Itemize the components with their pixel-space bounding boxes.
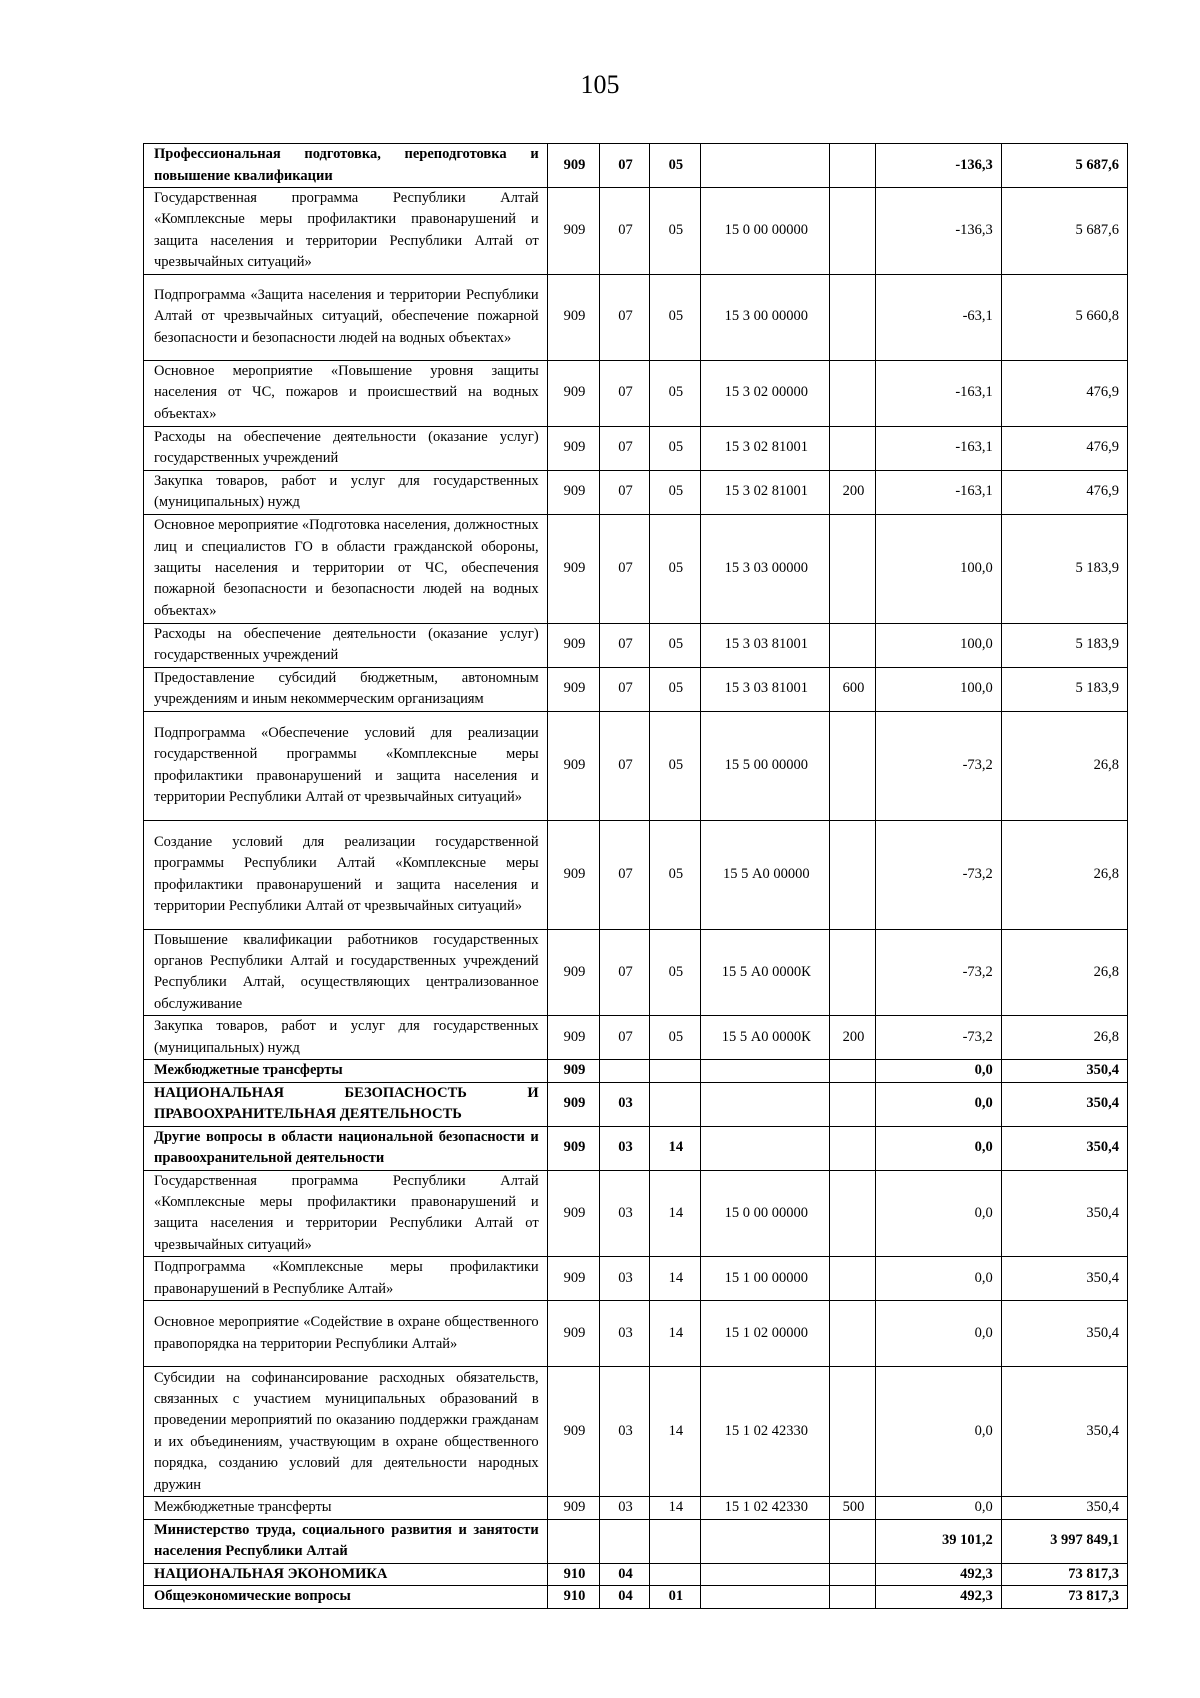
target-article-code: 15 1 00 00000 xyxy=(701,1257,830,1301)
total-amount: 476,9 xyxy=(1001,360,1127,426)
ved-code: 909 xyxy=(547,1257,600,1301)
change-amount: 492,3 xyxy=(875,1563,1001,1585)
ved-code: 909 xyxy=(547,1301,600,1367)
ved-code: 909 xyxy=(547,929,600,1016)
row-name: Государственная программа Республики Алтай «Комплексные меры профилактики правонарушений и защита населения и территории Республики Алтай от чрезвычайных ситуаций» xyxy=(144,188,548,275)
row-name: Министерство труда, социального развития и занятости населения Республики Алтай xyxy=(144,1519,548,1563)
expense-type-code xyxy=(830,1082,875,1126)
ved-code: 909 xyxy=(547,360,600,426)
ved-code: 909 xyxy=(547,1082,600,1126)
target-article-code: 15 3 00 00000 xyxy=(701,274,830,360)
row-name: Предоставление субсидий бюджетным, автономным учреждениям и иным некоммерческим организациям xyxy=(144,667,548,711)
table-row xyxy=(144,1082,1128,1126)
target-article-code: 15 5 А0 00000 xyxy=(701,820,830,929)
section-code: 07 xyxy=(600,470,649,514)
table-row xyxy=(144,144,1128,188)
table-row xyxy=(144,667,1128,711)
ved-code: 909 xyxy=(547,1497,600,1519)
expense-type-code xyxy=(830,711,875,820)
subsection-code: 05 xyxy=(649,426,701,470)
change-amount: 100,0 xyxy=(875,623,1001,667)
change-amount: -73,2 xyxy=(875,820,1001,929)
change-amount: 0,0 xyxy=(875,1301,1001,1367)
expense-type-code xyxy=(830,1586,875,1608)
change-amount: -73,2 xyxy=(875,711,1001,820)
expense-type-code xyxy=(830,188,875,275)
expense-type-code xyxy=(830,623,875,667)
ved-code: 909 xyxy=(547,274,600,360)
table-row xyxy=(144,1519,1128,1563)
target-article-code xyxy=(701,1126,830,1170)
ved-code xyxy=(547,1519,600,1563)
section-code: 07 xyxy=(600,514,649,623)
subsection-code: 05 xyxy=(649,929,701,1016)
target-article-code xyxy=(701,1082,830,1126)
change-amount: -73,2 xyxy=(875,1016,1001,1060)
change-amount: -73,2 xyxy=(875,929,1001,1016)
expense-type-code xyxy=(830,1060,875,1082)
total-amount: 350,4 xyxy=(1001,1497,1127,1519)
total-amount: 3 997 849,1 xyxy=(1001,1519,1127,1563)
row-name: Другие вопросы в области национальной безопасности и правоохранительной деятельности xyxy=(144,1126,548,1170)
change-amount: 100,0 xyxy=(875,667,1001,711)
section-code: 04 xyxy=(600,1563,649,1585)
target-article-code: 15 3 03 81001 xyxy=(701,667,830,711)
section-code xyxy=(600,1060,649,1082)
expense-type-code xyxy=(830,1563,875,1585)
change-amount: -136,3 xyxy=(875,188,1001,275)
ved-code: 909 xyxy=(547,144,600,188)
row-name: Подпрограмма «Обеспечение условий для реализации государственной программы «Комплексные меры профилактики правонарушений и защита населения и территории Республики Алтай от чрезвычайных ситуаций» xyxy=(144,711,548,820)
row-name: НАЦИОНАЛЬНАЯ ЭКОНОМИКА xyxy=(144,1563,548,1585)
subsection-code: 14 xyxy=(649,1257,701,1301)
row-name: Создание условий для реализации государственной программы Республики Алтай «Комплексные меры профилактики правонарушений и защита населения и территории Республики Алтай от чрезвычайных ситуаций» xyxy=(144,820,548,929)
ved-code: 909 xyxy=(547,1060,600,1082)
row-name: Государственная программа Республики Алтай «Комплексные меры профилактики правонарушений и защита населения и территории Республики Алтай от чрезвычайных ситуаций» xyxy=(144,1170,548,1257)
subsection-code: 05 xyxy=(649,360,701,426)
table-row xyxy=(144,1301,1128,1367)
total-amount: 350,4 xyxy=(1001,1257,1127,1301)
table-row xyxy=(144,929,1128,1016)
subsection-code: 05 xyxy=(649,188,701,275)
target-article-code: 15 1 02 42330 xyxy=(701,1497,830,1519)
section-code: 03 xyxy=(600,1497,649,1519)
change-amount: 492,3 xyxy=(875,1586,1001,1608)
subsection-code xyxy=(649,1082,701,1126)
ved-code: 910 xyxy=(547,1586,600,1608)
change-amount: -63,1 xyxy=(875,274,1001,360)
table-row xyxy=(144,188,1128,275)
target-article-code: 15 3 03 81001 xyxy=(701,623,830,667)
total-amount: 350,4 xyxy=(1001,1082,1127,1126)
subsection-code: 05 xyxy=(649,1016,701,1060)
section-code: 07 xyxy=(600,667,649,711)
ved-code: 909 xyxy=(547,426,600,470)
table-row xyxy=(144,1563,1128,1585)
row-name: Повышение квалификации работников государственных органов Республики Алтай и государственных учреждений Республики Алтай, осуществляющих централизованное обслуживание xyxy=(144,929,548,1016)
section-code: 03 xyxy=(600,1170,649,1257)
change-amount: -163,1 xyxy=(875,470,1001,514)
section-code: 07 xyxy=(600,623,649,667)
expense-type-code: 200 xyxy=(830,1016,875,1060)
target-article-code xyxy=(701,1563,830,1585)
target-article-code: 15 3 03 00000 xyxy=(701,514,830,623)
row-name: Подпрограмма «Комплексные меры профилактики правонарушений в Республике Алтай» xyxy=(144,1257,548,1301)
total-amount: 350,4 xyxy=(1001,1170,1127,1257)
change-amount: 0,0 xyxy=(875,1126,1001,1170)
target-article-code: 15 3 02 00000 xyxy=(701,360,830,426)
subsection-code: 05 xyxy=(649,470,701,514)
section-code: 03 xyxy=(600,1257,649,1301)
target-article-code xyxy=(701,1060,830,1082)
target-article-code: 15 5 А0 0000К xyxy=(701,929,830,1016)
row-name: НАЦИОНАЛЬНАЯ БЕЗОПАСНОСТЬ И ПРАВООХРАНИТЕЛЬНАЯ ДЕЯТЕЛЬНОСТЬ xyxy=(144,1082,548,1126)
section-code: 07 xyxy=(600,188,649,275)
row-name: Подпрограмма «Защита населения и территории Республики Алтай от чрезвычайных ситуаций, обеспечение пожарной безопасности и безопасности людей на водных объектах» xyxy=(144,274,548,360)
section-code: 07 xyxy=(600,1016,649,1060)
ved-code: 909 xyxy=(547,820,600,929)
row-name: Основное мероприятие «Подготовка населения, должностных лиц и специалистов ГО в области гражданской обороны, защиты населения и территории от ЧС, обеспечения пожарной безопасности и безопасности людей на водных объектах» xyxy=(144,514,548,623)
change-amount: -163,1 xyxy=(875,360,1001,426)
target-article-code: 15 5 00 00000 xyxy=(701,711,830,820)
ved-code: 909 xyxy=(547,1170,600,1257)
target-article-code: 15 1 02 42330 xyxy=(701,1367,830,1497)
section-code: 03 xyxy=(600,1301,649,1367)
section-code: 04 xyxy=(600,1586,649,1608)
total-amount: 5 687,6 xyxy=(1001,188,1127,275)
total-amount: 5 183,9 xyxy=(1001,514,1127,623)
total-amount: 350,4 xyxy=(1001,1060,1127,1082)
row-name: Основное мероприятие «Повышение уровня защиты населения от ЧС, пожаров и происшествий на водных объектах» xyxy=(144,360,548,426)
subsection-code xyxy=(649,1519,701,1563)
section-code xyxy=(600,1519,649,1563)
change-amount: 0,0 xyxy=(875,1367,1001,1497)
section-code: 07 xyxy=(600,929,649,1016)
table-row xyxy=(144,711,1128,820)
table-row xyxy=(144,1060,1128,1082)
total-amount: 5 660,8 xyxy=(1001,274,1127,360)
section-code: 07 xyxy=(600,274,649,360)
total-amount: 26,8 xyxy=(1001,711,1127,820)
table-row xyxy=(144,820,1128,929)
section-code: 07 xyxy=(600,711,649,820)
table-row xyxy=(144,1170,1128,1257)
row-name: Профессиональная подготовка, переподготовка и повышение квалификации xyxy=(144,144,548,188)
row-name: Основное мероприятие «Содействие в охране общественного правопорядка на территории Республики Алтай» xyxy=(144,1301,548,1367)
subsection-code: 14 xyxy=(649,1126,701,1170)
total-amount: 476,9 xyxy=(1001,470,1127,514)
expense-type-code xyxy=(830,426,875,470)
target-article-code: 15 1 02 00000 xyxy=(701,1301,830,1367)
expense-type-code xyxy=(830,1519,875,1563)
change-amount: 0,0 xyxy=(875,1170,1001,1257)
change-amount: -163,1 xyxy=(875,426,1001,470)
change-amount: 0,0 xyxy=(875,1497,1001,1519)
section-code: 07 xyxy=(600,820,649,929)
section-code: 03 xyxy=(600,1367,649,1497)
expense-type-code xyxy=(830,1301,875,1367)
expense-type-code xyxy=(830,929,875,1016)
target-article-code xyxy=(701,1519,830,1563)
ved-code: 909 xyxy=(547,514,600,623)
total-amount: 26,8 xyxy=(1001,1016,1127,1060)
table-row xyxy=(144,470,1128,514)
subsection-code: 05 xyxy=(649,514,701,623)
total-amount: 350,4 xyxy=(1001,1126,1127,1170)
ved-code: 909 xyxy=(547,470,600,514)
ved-code: 909 xyxy=(547,667,600,711)
subsection-code: 14 xyxy=(649,1367,701,1497)
target-article-code xyxy=(701,1586,830,1608)
expense-type-code xyxy=(830,1170,875,1257)
change-amount: 0,0 xyxy=(875,1082,1001,1126)
target-article-code: 15 0 00 00000 xyxy=(701,188,830,275)
total-amount: 26,8 xyxy=(1001,820,1127,929)
table-row xyxy=(144,426,1128,470)
subsection-code xyxy=(649,1060,701,1082)
total-amount: 350,4 xyxy=(1001,1367,1127,1497)
subsection-code: 14 xyxy=(649,1301,701,1367)
subsection-code: 05 xyxy=(649,711,701,820)
expense-type-code xyxy=(830,1126,875,1170)
ved-code: 909 xyxy=(547,1126,600,1170)
total-amount: 5 183,9 xyxy=(1001,623,1127,667)
expense-type-code xyxy=(830,274,875,360)
ved-code: 909 xyxy=(547,623,600,667)
table-row xyxy=(144,1497,1128,1519)
ved-code: 910 xyxy=(547,1563,600,1585)
change-amount: 39 101,2 xyxy=(875,1519,1001,1563)
change-amount: 0,0 xyxy=(875,1257,1001,1301)
ved-code: 909 xyxy=(547,1367,600,1497)
table-row xyxy=(144,623,1128,667)
row-name: Закупка товаров, работ и услуг для государственных (муниципальных) нужд xyxy=(144,470,548,514)
subsection-code: 05 xyxy=(649,623,701,667)
subsection-code: 05 xyxy=(649,144,701,188)
row-name: Межбюджетные трансферты xyxy=(144,1060,548,1082)
total-amount: 5 687,6 xyxy=(1001,144,1127,188)
table-row xyxy=(144,1257,1128,1301)
table-row xyxy=(144,1126,1128,1170)
page-number: 105 xyxy=(580,70,620,99)
total-amount: 73 817,3 xyxy=(1001,1563,1127,1585)
ved-code: 909 xyxy=(547,188,600,275)
subsection-code: 05 xyxy=(649,820,701,929)
expense-type-code xyxy=(830,820,875,929)
expense-type-code xyxy=(830,360,875,426)
row-name: Субсидии на софинансирование расходных обязательств, связанных с участием муниципальных образований в проведении мероприятий по оказанию поддержки гражданам и их объединениям, участвующим в охране общественного порядка, созданию условий для деятельности народных дружин xyxy=(144,1367,548,1497)
expense-type-code: 600 xyxy=(830,667,875,711)
row-name: Межбюджетные трансферты xyxy=(144,1497,548,1519)
total-amount: 5 183,9 xyxy=(1001,667,1127,711)
target-article-code: 15 3 02 81001 xyxy=(701,470,830,514)
budget-table xyxy=(143,143,1128,1609)
target-article-code: 15 0 00 00000 xyxy=(701,1170,830,1257)
subsection-code: 01 xyxy=(649,1586,701,1608)
ved-code: 909 xyxy=(547,1016,600,1060)
row-name: Расходы на обеспечение деятельности (оказание услуг) государственных учреждений xyxy=(144,426,548,470)
expense-type-code xyxy=(830,144,875,188)
section-code: 07 xyxy=(600,426,649,470)
table-row xyxy=(144,274,1128,360)
expense-type-code xyxy=(830,1257,875,1301)
subsection-code: 05 xyxy=(649,274,701,360)
section-code: 03 xyxy=(600,1126,649,1170)
expense-type-code xyxy=(830,1367,875,1497)
section-code: 03 xyxy=(600,1082,649,1126)
section-code: 07 xyxy=(600,144,649,188)
total-amount: 350,4 xyxy=(1001,1301,1127,1367)
total-amount: 26,8 xyxy=(1001,929,1127,1016)
subsection-code: 05 xyxy=(649,667,701,711)
expense-type-code: 500 xyxy=(830,1497,875,1519)
subsection-code: 14 xyxy=(649,1497,701,1519)
expense-type-code: 200 xyxy=(830,470,875,514)
table-row xyxy=(144,1016,1128,1060)
expense-type-code xyxy=(830,514,875,623)
table-row xyxy=(144,1586,1128,1608)
row-name: Общеэкономические вопросы xyxy=(144,1586,548,1608)
target-article-code: 15 5 А0 0000К xyxy=(701,1016,830,1060)
change-amount: 0,0 xyxy=(875,1060,1001,1082)
row-name: Расходы на обеспечение деятельности (оказание услуг) государственных учреждений xyxy=(144,623,548,667)
row-name: Закупка товаров, работ и услуг для государственных (муниципальных) нужд xyxy=(144,1016,548,1060)
table-row xyxy=(144,360,1128,426)
ved-code: 909 xyxy=(547,711,600,820)
subsection-code xyxy=(649,1563,701,1585)
subsection-code: 14 xyxy=(649,1170,701,1257)
section-code: 07 xyxy=(600,360,649,426)
total-amount: 73 817,3 xyxy=(1001,1586,1127,1608)
change-amount: 100,0 xyxy=(875,514,1001,623)
target-article-code: 15 3 02 81001 xyxy=(701,426,830,470)
total-amount: 476,9 xyxy=(1001,426,1127,470)
table-row xyxy=(144,1367,1128,1497)
change-amount: -136,3 xyxy=(875,144,1001,188)
table-row xyxy=(144,514,1128,623)
target-article-code xyxy=(701,144,830,188)
